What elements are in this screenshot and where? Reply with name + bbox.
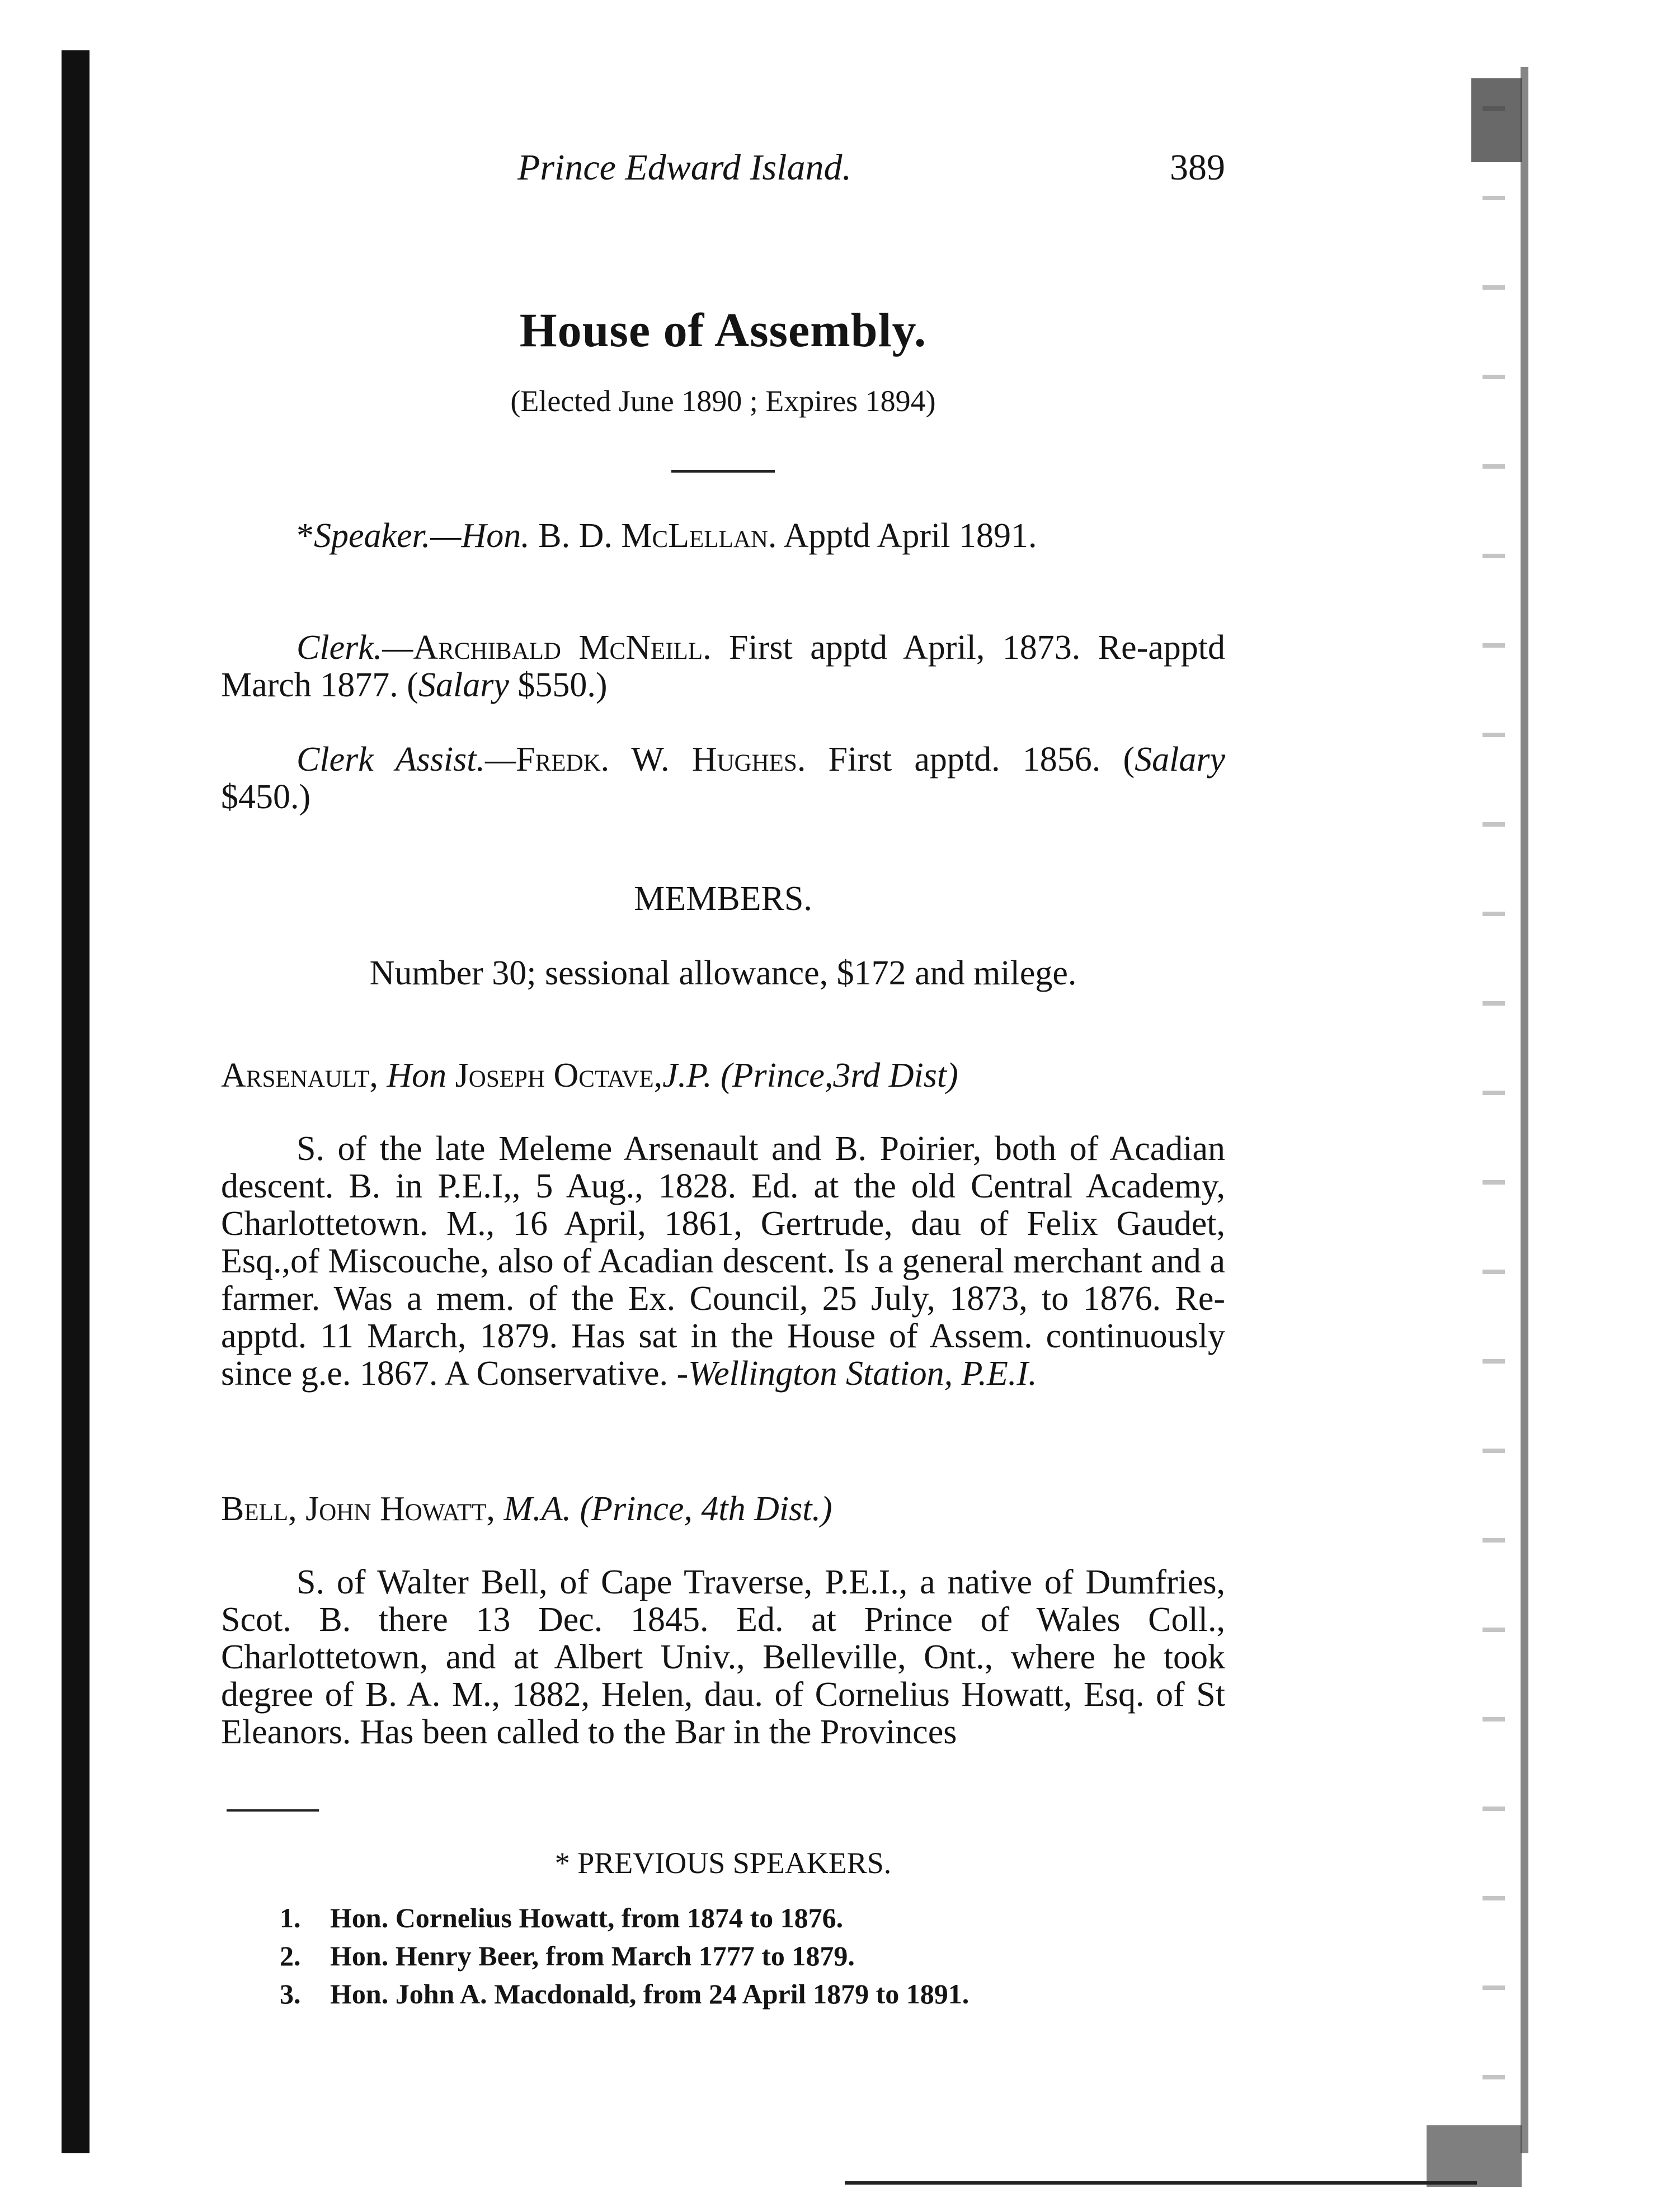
list-item-number: 2. (280, 1940, 301, 1972)
footnote-mark: * (297, 517, 314, 555)
clerk-assist-entry (221, 741, 1225, 816)
scan-page-edge (1521, 67, 1528, 2153)
running-title: Prince Edward Island. (517, 147, 851, 188)
clerk-assist-salary-value: $450.) (221, 778, 311, 816)
member-given-names: John Howatt, (297, 1490, 495, 1528)
scan-edge-marks (1483, 67, 1505, 2153)
member-title: Hon (378, 1057, 447, 1095)
speaker-paragraph (221, 517, 1225, 555)
clerk-entry (221, 629, 1225, 704)
clerk-appointment: First apptd April, 1873. Re-apptd March 1877. ( (221, 629, 1225, 704)
list-item-text: Hon. Cornelius Howatt, from 1874 to 1876. (330, 1902, 844, 1933)
member-surname: Bell, (221, 1490, 297, 1528)
scan-smudge-top (1471, 78, 1522, 162)
clerk-salary-label: Salary (418, 666, 509, 704)
speaker-role: Speaker.—Hon. (314, 517, 530, 555)
members-note: Number 30; sessional allowance, $172 and milege. (369, 954, 1077, 992)
scan-bottom-rule (845, 2181, 1477, 2185)
list-item (280, 1975, 1175, 2013)
list-item-text: Hon. John A. Macdonald, from 24 April 1879 to 1891. (330, 1978, 970, 2010)
scan-smudge-bottom (1427, 2125, 1522, 2187)
member-biography (221, 1564, 1225, 1751)
speaker-name: B. D. McLellan. (538, 517, 777, 555)
scan-binding-shadow (62, 50, 90, 2153)
member-address: Wellington Station, P.E.I. (688, 1355, 1037, 1393)
speaker-appointment: Apptd April 1891. (776, 517, 1037, 555)
previous-speakers-list (280, 1899, 1175, 2013)
clerk-assist-paragraph (221, 741, 1225, 816)
footnote-heading: * PREVIOUS SPEAKERS. (554, 1846, 892, 1880)
member-given-names: Joseph Octave, (446, 1057, 663, 1095)
member-entry (221, 1057, 1225, 1393)
clerk-assist-name: Fredk. W. Hughes. (516, 741, 806, 779)
list-item (280, 1937, 1175, 1975)
footnote-rule (227, 1809, 319, 1812)
page-number: 389 (1170, 147, 1225, 188)
member-biography (221, 1130, 1225, 1393)
member-entry (221, 1491, 1225, 1751)
section-subtitle: (Elected June 1890 ; Expires 1894) (510, 384, 936, 418)
clerk-name: Archibald McNeill. (413, 629, 712, 667)
clerk-assist-role: Clerk Assist.— (297, 741, 516, 779)
clerk-role: Clerk.— (297, 629, 413, 667)
clerk-salary-value: $550.) (509, 666, 608, 704)
list-item-number: 3. (280, 1978, 301, 2010)
member-district: (Prince,3rd Dist) (721, 1057, 958, 1095)
speaker-entry (221, 517, 1225, 555)
member-heading (221, 1491, 1225, 1528)
list-item-text: Hon. Henry Beer, from March 1777 to 1879. (330, 1940, 855, 1972)
member-biography-text: S. of the late Meleme Arsenault and B. Poirier, both of Acadian descent. B. in P.E.I,, 5 Aug., 1828. Ed. at the old Central Academy, Charlottetown. M., 16 April, 1861, Gertrude, dau of Felix Gaudet, Esq.,of Miscouche, also of Acadian descent. Is a general merchant and a farmer. Was a mem. of the Ex. Council, 25 July, 1873, to 1876. Re-apptd. 11 March, 1879. Has sat in the House of Assem. continuously since g.e. 1867. A Conservative. - (221, 1130, 1225, 1393)
section-divider (671, 470, 775, 473)
list-item-number: 1. (280, 1902, 301, 1933)
member-postnominal: J.P. (662, 1057, 712, 1095)
clerk-assist-appointment: First apptd. 1856. ( (806, 741, 1135, 779)
member-heading (221, 1057, 1225, 1095)
member-postnominal: M.A. (503, 1490, 571, 1528)
member-biography-text: S. of Walter Bell, of Cape Traverse, P.E.I., a native of Dumfries, Scot. B. there 13 Dec. 1845. Ed. at Prince of Wales Coll., Charlottetown, and at Albert Univ., Belleville, Ont., where he took degree of B. A. M., 1882, Helen, dau. of Cornelius Howatt, Esq. of St Eleanors. Has been called to the Bar in the Provinces (221, 1563, 1225, 1751)
section-title: House of Assembly. (519, 303, 927, 357)
clerk-paragraph (221, 629, 1225, 704)
running-header (221, 147, 1225, 191)
member-surname: Arsenault, (221, 1057, 378, 1095)
clerk-assist-salary-label: Salary (1135, 741, 1225, 779)
member-district: (Prince, 4th Dist.) (580, 1490, 832, 1528)
members-heading: MEMBERS. (634, 880, 812, 918)
list-item (280, 1899, 1175, 1937)
